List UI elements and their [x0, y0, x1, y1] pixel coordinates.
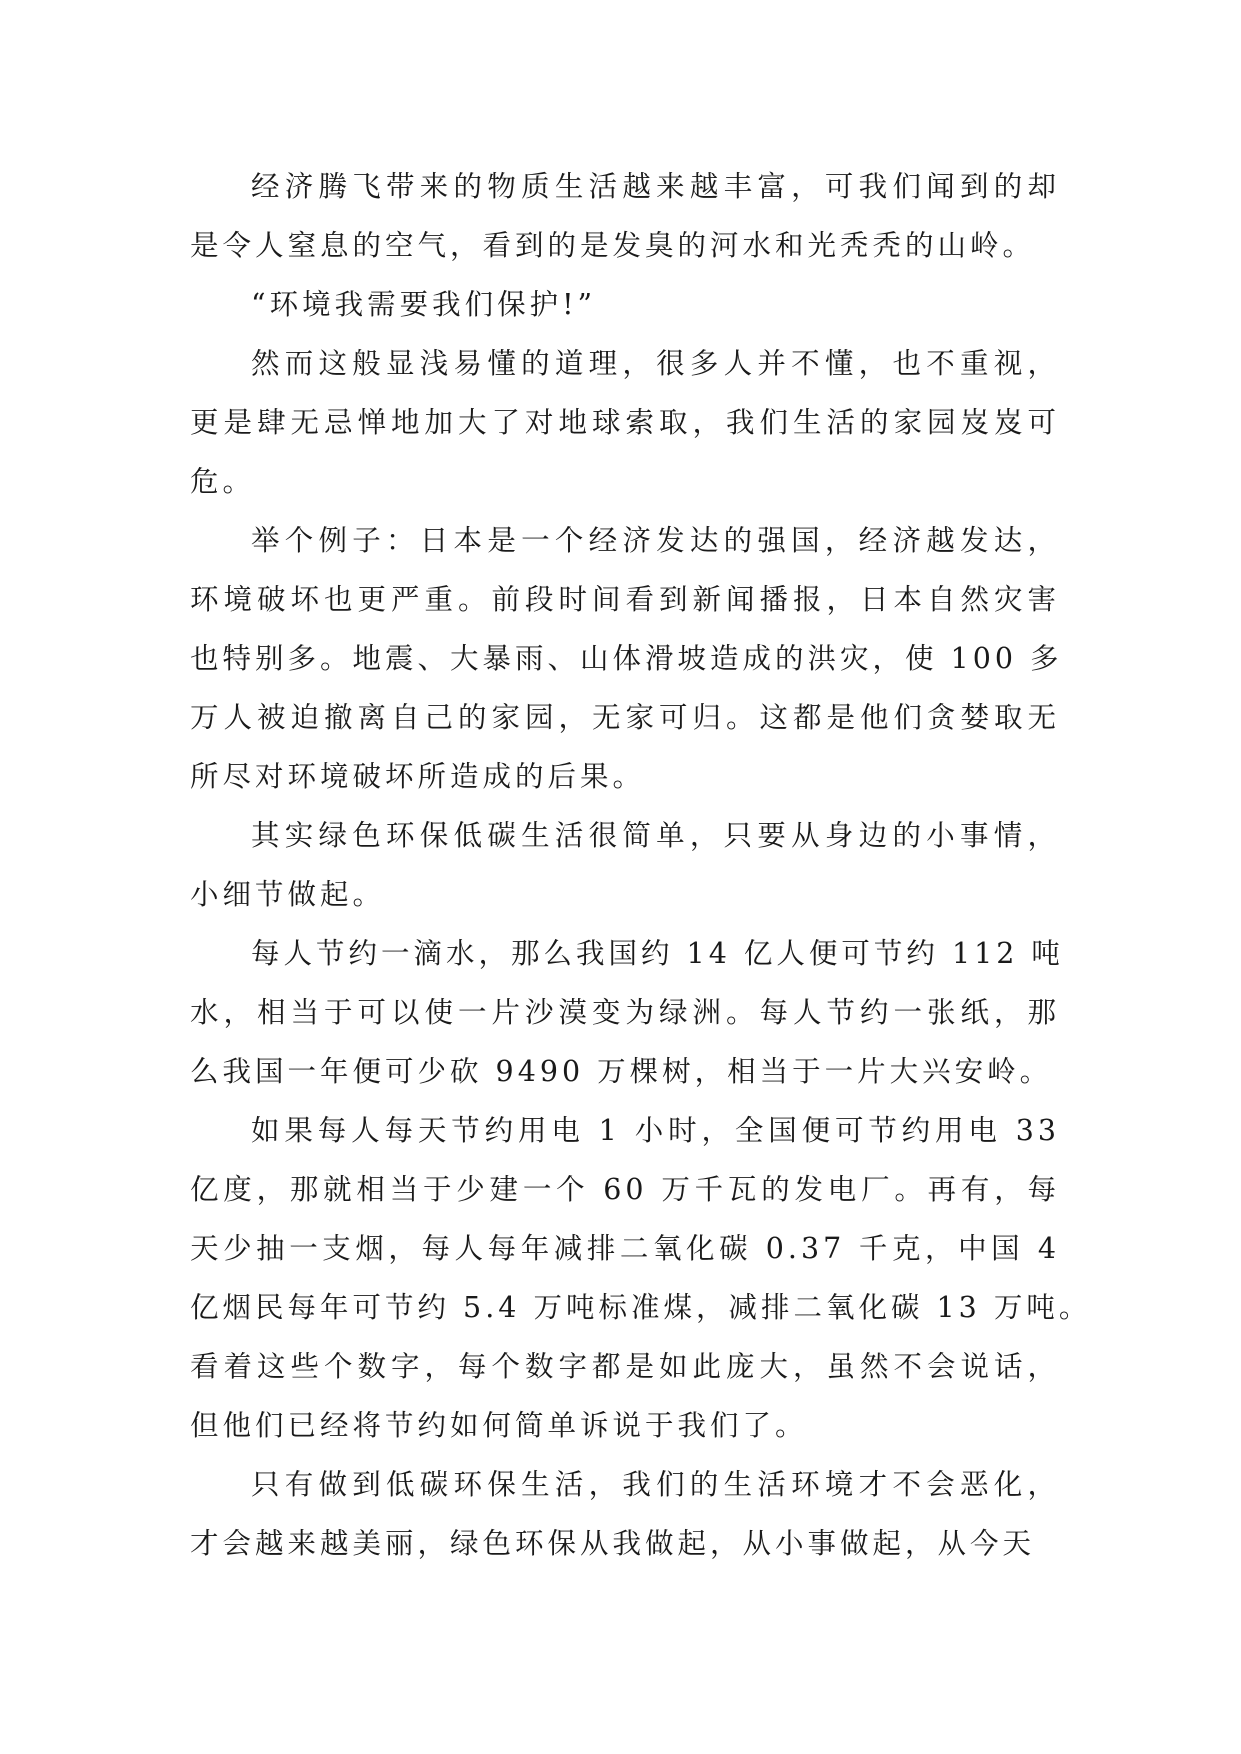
paragraph-line: 所尽对环境破坏所造成的后果。: [190, 760, 646, 793]
paragraph: [190, 806, 1060, 924]
paragraph: [190, 334, 1060, 511]
paragraph-line: 更是肆无忌惮地加大了对地球索取，我们生活的家园岌岌可: [190, 406, 1060, 439]
paragraph-line: 如果每人每天节约用电 1 小时，全国便可节约用电 33: [251, 1114, 1060, 1147]
paragraph-line: 只有做到低碳环保生活，我们的生活环境才不会恶化，: [251, 1468, 1060, 1501]
paragraph-line: 环境破坏也更严重。前段时间看到新闻播报，日本自然灾害: [190, 583, 1060, 616]
paragraph-line: “环境我需要我们保护!”: [251, 288, 597, 321]
paragraph-line: 举个例子：日本是一个经济发达的强国，经济越发达，: [251, 524, 1060, 557]
document-body: [190, 157, 1092, 1573]
paragraph-line: 看着这些个数字，每个数字都是如此庞大，虽然不会说话，: [190, 1350, 1060, 1383]
paragraph-line: 天少抽一支烟，每人每年减排二氧化碳 0.37 千克，中国 4: [190, 1232, 1060, 1265]
paragraph-line: 经济腾飞带来的物质生活越来越丰富，可我们闻到的却: [251, 170, 1060, 203]
paragraph-line: 是令人窒息的空气，看到的是发臭的河水和光秃秃的山岭。: [190, 229, 1036, 262]
paragraph-line: 也特别多。地震、大暴雨、山体滑坡造成的洪灾，使 100 多: [190, 642, 1063, 675]
paragraph-line: 万人被迫撤离自己的家园，无家可归。这都是他们贪婪取无: [190, 701, 1060, 734]
paragraph: [190, 511, 1063, 806]
paragraph: [190, 1101, 1092, 1455]
paragraph-line: 小细节做起。: [190, 878, 386, 911]
paragraph-line: 才会越来越美丽，绿色环保从我做起，从小事做起，从今天: [190, 1527, 1036, 1560]
paragraph-line: 危。: [190, 465, 256, 498]
paragraph-line: 亿烟民每年可节约 5.4 万吨标准煤，减排二氧化碳 13 万吨。: [190, 1291, 1092, 1324]
paragraph-line: 但他们已经将节约如何简单诉说于我们了。: [190, 1409, 808, 1442]
paragraph: [190, 924, 1064, 1101]
paragraph: [190, 1455, 1060, 1573]
paragraph: [190, 275, 1060, 334]
paragraph-line: 亿度，那就相当于少建一个 60 万千瓦的发电厂。再有，每: [190, 1173, 1060, 1206]
paragraph-line: 每人节约一滴水，那么我国约 14 亿人便可节约 112 吨: [251, 937, 1064, 970]
paragraph-line: 然而这般显浅易懂的道理，很多人并不懂，也不重视，: [251, 347, 1060, 380]
paragraph-line: 水，相当于可以使一片沙漠变为绿洲。每人节约一张纸，那: [190, 996, 1060, 1029]
paragraph-line: 其实绿色环保低碳生活很简单，只要从身边的小事情，: [251, 819, 1060, 852]
paragraph: [190, 157, 1060, 275]
paragraph-line: 么我国一年便可少砍 9490 万棵树，相当于一片大兴安岭。: [190, 1055, 1053, 1088]
